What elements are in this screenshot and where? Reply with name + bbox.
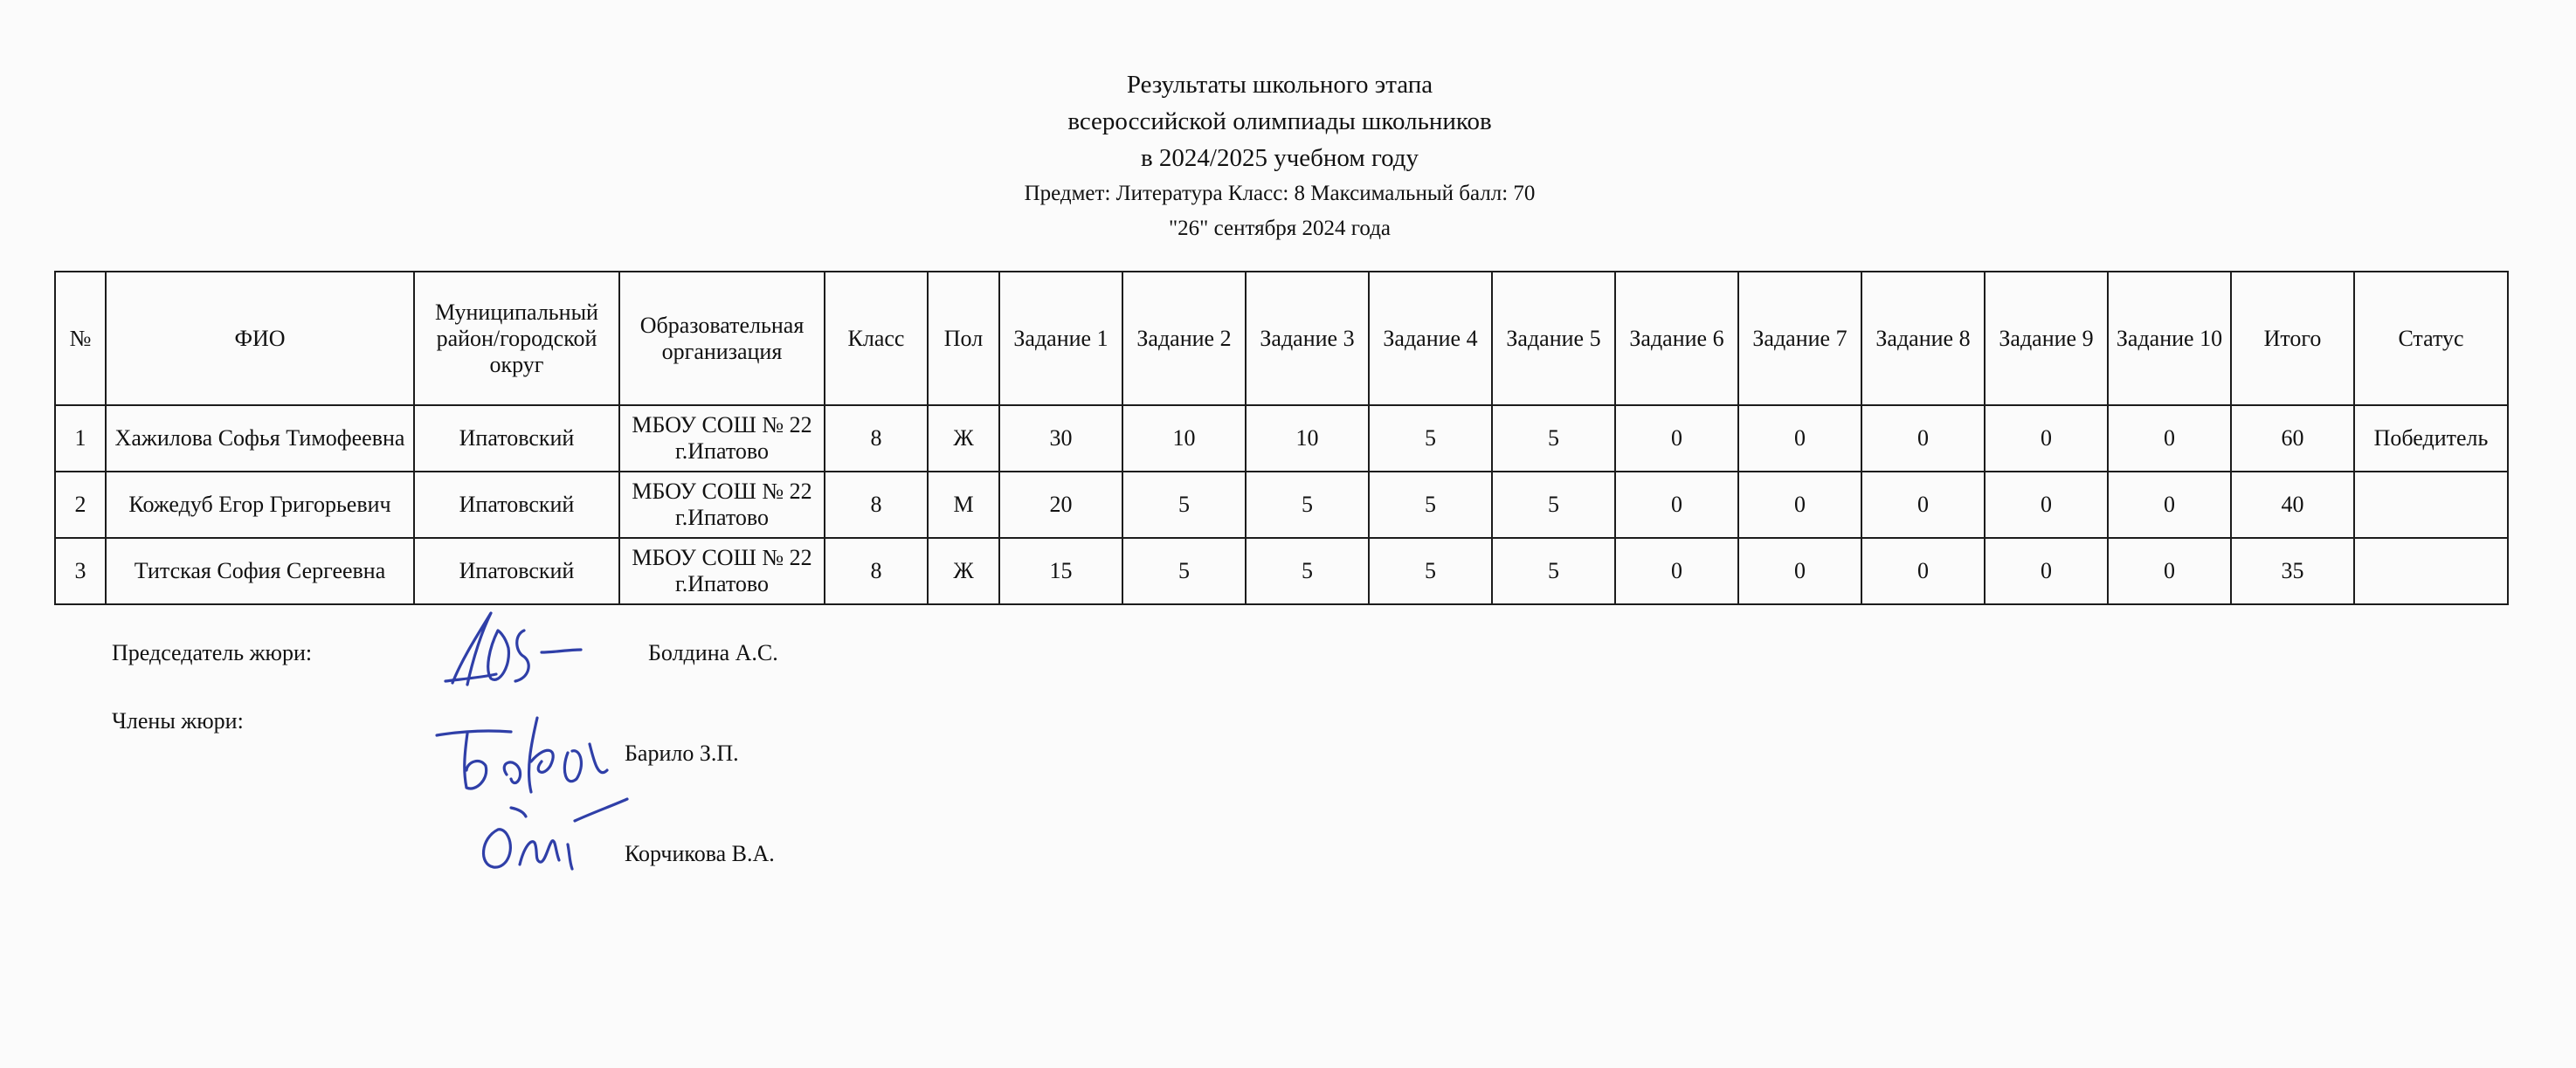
header-row	[55, 272, 2508, 405]
cell-task-8: 0	[1861, 405, 1985, 472]
cell-task-3: 5	[1246, 472, 1369, 538]
cell-total: 60	[2231, 405, 2354, 472]
cell-task-7: 0	[1738, 472, 1861, 538]
cell-task-10: 0	[2108, 472, 2231, 538]
cell-school: МБОУ СОШ № 22 г.Ипатово	[619, 405, 825, 472]
cell-task-5: 5	[1492, 405, 1615, 472]
col-task-7: Задание 7	[1738, 272, 1861, 405]
cell-task-4: 5	[1369, 538, 1492, 604]
col-total: Итого	[2231, 272, 2354, 405]
cell-task-1: 20	[999, 472, 1122, 538]
title-line-3: в 2024/2025 учебном году	[1140, 144, 1419, 172]
cell-gender: Ж	[928, 405, 999, 472]
cell-task-9: 0	[1985, 538, 2108, 604]
table-row	[55, 405, 2508, 472]
cell-task-6: 0	[1615, 405, 1738, 472]
cell-school: МБОУ СОШ № 22 г.Ипатово	[619, 472, 825, 538]
cell-task-3: 5	[1246, 538, 1369, 604]
col-gender: Пол	[928, 272, 999, 405]
cell-number: 2	[55, 472, 106, 538]
cell-grade: 8	[825, 472, 928, 538]
subject-line: Предмет: Литература Класс: 8 Максимальный балл: 70	[1024, 182, 1536, 205]
jury-chair-label: Председатель жюри:	[112, 640, 313, 665]
cell-task-10: 0	[2108, 405, 2231, 472]
cell-total: 35	[2231, 538, 2354, 604]
cell-task-8: 0	[1861, 538, 1985, 604]
col-task-2: Задание 2	[1122, 272, 1246, 405]
cell-task-7: 0	[1738, 405, 1861, 472]
table-row	[55, 472, 2508, 538]
cell-task-5: 5	[1492, 538, 1615, 604]
col-district: Муниципальный район/городской округ	[414, 272, 619, 405]
col-task-5: Задание 5	[1492, 272, 1615, 405]
jury-member-1-name: Барило З.П.	[625, 741, 739, 766]
col-status: Статус	[2354, 272, 2508, 405]
cell-name: Титская София Сергеевна	[106, 538, 414, 604]
date-line: "26" сентября 2024 года	[1168, 217, 1392, 240]
results-table	[54, 271, 2509, 605]
col-task-8: Задание 8	[1861, 272, 1985, 405]
results-table-head	[55, 272, 2508, 405]
cell-district: Ипатовский	[414, 472, 619, 538]
title-line-2: всероссийской олимпиады школьников	[1067, 107, 1492, 135]
cell-status	[2354, 538, 2508, 604]
cell-district: Ипатовский	[414, 538, 619, 604]
cell-gender: Ж	[928, 538, 999, 604]
cell-district: Ипатовский	[414, 405, 619, 472]
member-1-signature-image	[428, 709, 629, 801]
results-table-body	[55, 405, 2508, 604]
col-task-9: Задание 9	[1985, 272, 2108, 405]
col-school: Образовательная организация	[619, 272, 825, 405]
cell-grade: 8	[825, 538, 928, 604]
title-line-1: Результаты школьного этапа	[1126, 71, 1433, 99]
cell-school: МБОУ СОШ № 22 г.Ипатово	[619, 538, 825, 604]
chair-signature-image	[428, 604, 594, 700]
cell-task-9: 0	[1985, 405, 2108, 472]
cell-task-6: 0	[1615, 538, 1738, 604]
jury-member-2-name: Корчикова В.А.	[625, 841, 775, 866]
cell-task-5: 5	[1492, 472, 1615, 538]
jury-members-label: Члены жюри:	[112, 708, 244, 734]
cell-number: 3	[55, 538, 106, 604]
col-task-6: Задание 6	[1615, 272, 1738, 405]
cell-task-2: 10	[1122, 405, 1246, 472]
cell-task-9: 0	[1985, 472, 2108, 538]
table-row	[55, 538, 2508, 604]
member-2-signature-image	[472, 790, 638, 882]
cell-task-1: 30	[999, 405, 1122, 472]
col-number: №	[55, 272, 106, 405]
cell-task-4: 5	[1369, 405, 1492, 472]
col-grade: Класс	[825, 272, 928, 405]
cell-number: 1	[55, 405, 106, 472]
col-name: ФИО	[106, 272, 414, 405]
document-header	[0, 66, 2559, 246]
col-task-10: Задание 10	[2108, 272, 2231, 405]
cell-task-6: 0	[1615, 472, 1738, 538]
cell-gender: М	[928, 472, 999, 538]
col-task-1: Задание 1	[999, 272, 1122, 405]
col-task-4: Задание 4	[1369, 272, 1492, 405]
cell-status	[2354, 472, 2508, 538]
jury-chair-name: Болдина А.С.	[648, 640, 778, 665]
cell-status: Победитель	[2354, 405, 2508, 472]
cell-task-4: 5	[1369, 472, 1492, 538]
cell-task-2: 5	[1122, 472, 1246, 538]
cell-task-3: 10	[1246, 405, 1369, 472]
cell-task-7: 0	[1738, 538, 1861, 604]
cell-task-8: 0	[1861, 472, 1985, 538]
cell-name: Хажилова Софья Тимофеевна	[106, 405, 414, 472]
cell-task-2: 5	[1122, 538, 1246, 604]
cell-task-1: 15	[999, 538, 1122, 604]
cell-name: Кожедуб Егор Григорьевич	[106, 472, 414, 538]
cell-grade: 8	[825, 405, 928, 472]
col-task-3: Задание 3	[1246, 272, 1369, 405]
cell-task-10: 0	[2108, 538, 2231, 604]
cell-total: 40	[2231, 472, 2354, 538]
